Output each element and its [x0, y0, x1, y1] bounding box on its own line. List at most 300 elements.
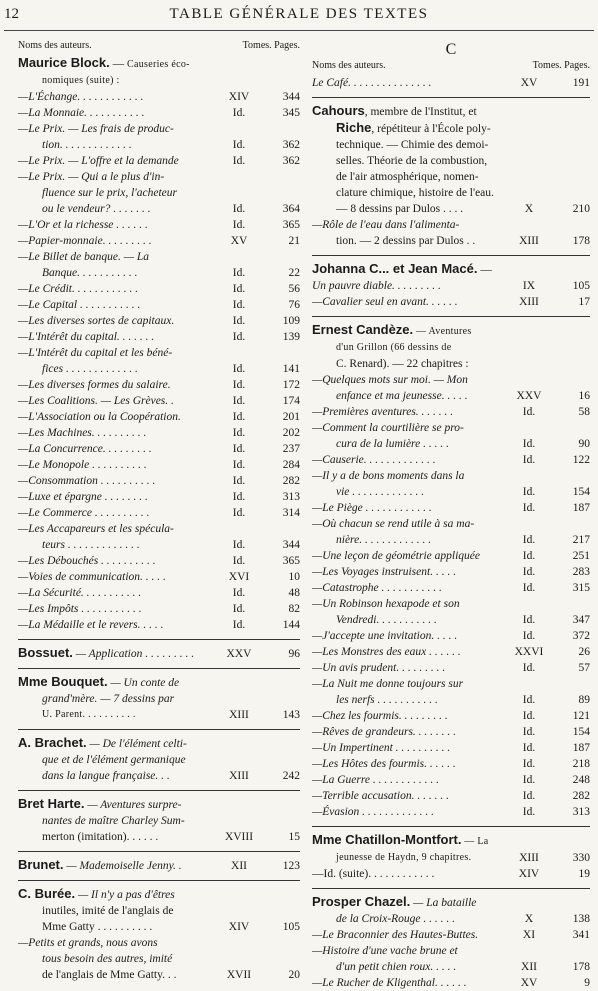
- work-title-cont: les nerfs . . . . . . . . . . .: [336, 694, 438, 706]
- section-letter: C: [445, 41, 457, 58]
- tome: Id.: [232, 395, 246, 407]
- index-entry: [312, 420, 590, 452]
- page: 144: [282, 619, 300, 631]
- page: 315: [572, 582, 590, 594]
- index-entry: [312, 788, 590, 804]
- index-entry: [18, 377, 300, 393]
- tome: XIV: [518, 868, 540, 880]
- entry-brunet: Brunet. — Mademoiselle Jenny. . XII 123: [18, 857, 300, 872]
- index-entry: [312, 772, 590, 788]
- work-title: —Le Piège . . . . . . . . . . . .: [312, 502, 432, 514]
- tome: XXV: [516, 390, 542, 402]
- work-title-cont: ou le vendeur? . . . . . . .: [42, 203, 151, 215]
- work-title: — Application . . . . . . . . .: [72, 648, 195, 660]
- tome: XII: [231, 860, 247, 872]
- author-name: C. Burée.: [18, 886, 76, 901]
- entry-candeze: Ernest Candèze. — Aventures d'un Grillon (66 dessins de C. Renard). — 22 chapitres :: [312, 322, 472, 370]
- work-title: —Les Impôts . . . . . . . . . . .: [18, 603, 142, 615]
- work-title: —La Sécurité. . . . . . . . . . .: [18, 587, 142, 599]
- page-title: TABLE GÉNÉRALE DES TEXTES: [169, 6, 429, 22]
- work-title-cont: tion. . . . . . . . . . . . .: [42, 139, 132, 151]
- page-header: [0, 4, 598, 28]
- index-entry: [312, 468, 590, 500]
- index-entry: [18, 617, 300, 633]
- page: 121: [572, 710, 590, 722]
- tome: Id.: [232, 507, 246, 519]
- page: 19: [578, 868, 590, 880]
- entry-chazel: Prosper Chazel. — La bataille de la Croix-Rouge . . . . . . X 138: [312, 894, 590, 925]
- work-title-cont: fices . . . . . . . . . . . . .: [42, 363, 138, 375]
- entry-cafe: Le Café. . . . . . . . . . . . . . . XV 191: [312, 77, 590, 89]
- tome: XI: [522, 929, 536, 941]
- page: 10: [288, 571, 300, 583]
- tome: XIV: [228, 91, 250, 103]
- tome: Id.: [522, 694, 536, 706]
- work-title: —Les Monstres des eaux . . . . . .: [312, 646, 461, 658]
- page: 174: [282, 395, 300, 407]
- page: 347: [572, 614, 590, 626]
- page: 365: [282, 219, 300, 231]
- tome: Id.: [232, 315, 246, 327]
- tome: Id.: [232, 267, 246, 279]
- page: 143: [282, 709, 300, 721]
- author-name: Maurice Block.: [18, 55, 110, 70]
- page: 187: [572, 502, 590, 514]
- tome: Id.: [522, 566, 536, 578]
- page: 90: [578, 438, 590, 450]
- tome: Id.: [522, 614, 536, 626]
- index-entry: [312, 372, 590, 404]
- page: 284: [282, 459, 300, 471]
- entry-chatillon: Mme Chatillon-Montfort. — La jeunesse de Haydn, 9 chapitres. XIII 330: [312, 832, 590, 864]
- column-names-label: Noms des auteurs.: [18, 40, 92, 51]
- page: 82: [288, 603, 300, 615]
- work-title: —Consommation . . . . . . . . . .: [18, 475, 156, 487]
- tome: Id.: [522, 534, 536, 546]
- tome: XV: [520, 77, 538, 89]
- author-name: Ernest Candèze.: [312, 322, 414, 337]
- work-title: —L'Échange. . . . . . . . . . . .: [18, 91, 144, 103]
- page: 89: [578, 694, 590, 706]
- author-name: A. Brachet.: [18, 735, 87, 750]
- column-header: [18, 40, 300, 55]
- index-entry: [312, 294, 590, 310]
- work-title: —Le Rucher de Kligenthal. . . . . .: [312, 977, 467, 989]
- work-title: —Les diverses sortes de capitaux.: [18, 315, 175, 327]
- index-entry: [312, 676, 590, 708]
- tome: Id.: [522, 454, 536, 466]
- page: 218: [572, 758, 590, 770]
- page: 56: [288, 283, 300, 295]
- section-divider: [312, 255, 590, 256]
- work-title: —Les diverses formes du salaire.: [18, 379, 171, 391]
- author-name: Mme Bouquet.: [18, 674, 108, 689]
- tome: XIII: [229, 709, 249, 721]
- index-entry: [18, 457, 300, 473]
- index-entry: [312, 724, 590, 740]
- tome: XV: [230, 235, 248, 247]
- tome: XVII: [226, 969, 252, 981]
- tome: Id.: [522, 742, 536, 754]
- index-entry: [18, 153, 300, 169]
- work-title: —Les Hôtes des fourmis. . . . . .: [312, 758, 456, 770]
- page: 26: [578, 646, 590, 658]
- entry-buree-2: —Petits et grands, nous avons tous besoin des autres, imité de l'anglais de Mme Gatty. . . XVII 20: [18, 937, 300, 981]
- tome: XVI: [228, 571, 250, 583]
- page: 251: [572, 550, 590, 562]
- entry-johanna: Johanna C... et Jean Macé. —: [312, 261, 492, 276]
- index-entry: [312, 628, 590, 644]
- tome: IX: [522, 280, 536, 292]
- block-entry-list: [18, 89, 300, 633]
- tome: XIII: [519, 296, 539, 308]
- page: 122: [572, 454, 590, 466]
- page: 362: [282, 139, 300, 151]
- entry-cahours: Cahours, membre de l'Institut, et Riche, répétiteur à l'École poly- technique. — Chimie des demoi- selles. Théorie de la combustion, de l'air atmosphérique, nomen- clature chimique, histoire de l'eau. — 8 dessins par Dulos . . . . X 210: [312, 103, 590, 215]
- tome: Id.: [522, 582, 536, 594]
- tome: Id.: [232, 491, 246, 503]
- candeze-entry-list: [312, 372, 590, 820]
- page: 217: [572, 534, 590, 546]
- page: 17: [578, 296, 590, 308]
- author-name: Bret Harte.: [18, 796, 85, 811]
- section-divider: [312, 888, 590, 889]
- page: 282: [572, 790, 590, 802]
- tome: Id.: [232, 107, 246, 119]
- index-entry: [312, 500, 590, 516]
- work-title: —Chez les fourmis. . . . . . . . .: [312, 710, 448, 722]
- right-column: [312, 40, 590, 991]
- tome: Id.: [232, 459, 246, 471]
- work-title: —Il y a de bons moments dans la: [312, 470, 465, 482]
- page: 344: [282, 91, 300, 103]
- page: 15: [288, 831, 300, 843]
- work-title: —Terrible accusation. . . . . . .: [312, 790, 449, 802]
- tome: Id.: [522, 438, 536, 450]
- page: 365: [282, 555, 300, 567]
- page: 76: [288, 299, 300, 311]
- tome: Id.: [232, 155, 246, 167]
- left-column: [18, 40, 300, 983]
- author-name: Brunet.: [18, 857, 64, 872]
- work-title: —Le Crédit. . . . . . . . . . . .: [18, 283, 139, 295]
- page: 154: [572, 726, 590, 738]
- author-name: Bossuet.: [18, 645, 73, 660]
- work-title: —La Monnaie. . . . . . . . . . .: [18, 107, 145, 119]
- page: 330: [572, 852, 590, 864]
- page: 178: [572, 235, 590, 247]
- author-name: Cahours: [312, 103, 365, 118]
- tome: Id.: [232, 379, 246, 391]
- work-title: —Le Capital . . . . . . . . . . .: [18, 299, 141, 311]
- author-name: Johanna C... et Jean Macé.: [312, 261, 478, 276]
- tome: Id.: [232, 139, 246, 151]
- page: 313: [572, 806, 590, 818]
- page: 362: [282, 155, 300, 167]
- tome: Id.: [232, 411, 246, 423]
- page: 242: [282, 770, 300, 782]
- page: 283: [572, 566, 590, 578]
- work-title: —L'Or et la richesse . . . . . .: [18, 219, 148, 231]
- work-title: Un pauvre diable. . . . . . . . .: [312, 280, 441, 292]
- tome: Id.: [232, 555, 246, 567]
- section-divider: [18, 880, 300, 881]
- work-title-cont: vie . . . . . . . . . . . . .: [336, 486, 425, 498]
- tome: Id.: [522, 774, 536, 786]
- index-entry: [18, 521, 300, 553]
- tome: Id.: [522, 406, 536, 418]
- index-entry: [18, 425, 300, 441]
- section-divider: [18, 729, 300, 730]
- index-entry: [18, 569, 300, 585]
- index-entry: [18, 89, 300, 105]
- index-entry: [18, 105, 300, 121]
- page: 57: [578, 662, 590, 674]
- work-title: —Un Impertinent . . . . . . . . . .: [312, 742, 451, 754]
- tome: Id.: [232, 283, 246, 295]
- work-title: —Premières aventures. . . . . . .: [312, 406, 454, 418]
- index-entry: [18, 393, 300, 409]
- work-title: —Le Billet de banque. — La: [18, 251, 149, 263]
- work-title: —Les Machines. . . . . . . . . .: [18, 427, 147, 439]
- page: 141: [282, 363, 300, 375]
- section-divider: [312, 316, 590, 317]
- entry-author-block: Maurice Block. — Causeries éco- nomiques (suite) :: [18, 55, 300, 89]
- author-name: Prosper Chazel.: [312, 894, 411, 909]
- work-title-cont: Vendredi. . . . . . . . . . .: [336, 614, 437, 626]
- page: 210: [572, 203, 590, 215]
- author-name: Mme Chatillon-Montfort.: [312, 832, 462, 847]
- page: 248: [572, 774, 590, 786]
- tome: X: [524, 203, 534, 215]
- work-title: —J'accepte une invitation. . . . .: [312, 630, 458, 642]
- index-entry: [18, 169, 300, 217]
- work-title: —Où chacun se rend utile à sa ma-: [312, 518, 475, 530]
- page: 105: [282, 921, 300, 933]
- index-entry: [18, 281, 300, 297]
- work-title: —Histoire d'une vache brune et: [312, 945, 458, 957]
- work-title: —Le Prix. — Qui a le plus d'in-: [18, 171, 165, 183]
- work-title: —Les Débouchés . . . . . . . . . .: [18, 555, 156, 567]
- column-header: [312, 60, 590, 75]
- index-entry: [312, 740, 590, 756]
- work-title-cont: enfance et ma jeunesse. . . . .: [336, 390, 468, 402]
- index-entry: [18, 473, 300, 489]
- tome: Id.: [522, 790, 536, 802]
- work-title: —Causerie. . . . . . . . . . . . .: [312, 454, 436, 466]
- section-divider: [18, 639, 300, 640]
- page: 105: [572, 280, 590, 292]
- tome: Id.: [232, 427, 246, 439]
- index-entry: [18, 297, 300, 313]
- work-title: —L'Intérêt du capital et les béné-: [18, 347, 173, 359]
- tome: Id.: [522, 550, 536, 562]
- page: 123: [282, 860, 300, 872]
- index-entry: [312, 943, 590, 975]
- entry-bouquet: Mme Bouquet. — Un conte de grand'mère. — 7 dessins par U. Parent. . . . . . . . . . XIII 143: [18, 674, 300, 721]
- index-entry: [312, 644, 590, 660]
- work-title: —Les Accapareurs et les spécula-: [18, 523, 174, 535]
- work-title: —Le Prix. — Les frais de produc-: [18, 123, 174, 135]
- work-title: —Le Commerce . . . . . . . . . .: [18, 507, 150, 519]
- tome: XXVI: [514, 646, 544, 658]
- work-title: —Le Monopole . . . . . . . . . .: [18, 459, 147, 471]
- work-title: —La Concurrence. . . . . . . . .: [18, 443, 152, 455]
- tome: XIV: [228, 921, 250, 933]
- work-title: —La Nuit me donne toujours sur: [312, 678, 464, 690]
- index-entry: [18, 329, 300, 345]
- page: 372: [572, 630, 590, 642]
- section-divider: [18, 790, 300, 791]
- index-entry: [18, 233, 300, 249]
- tome: Id.: [232, 203, 246, 215]
- index-entry: [18, 553, 300, 569]
- column-volumes-label: Tomes. Pages.: [532, 60, 590, 71]
- section-divider: [312, 826, 590, 827]
- tome: XVIII: [224, 831, 254, 843]
- tome: Id.: [232, 363, 246, 375]
- tome: Id.: [232, 539, 246, 551]
- page: 201: [282, 411, 300, 423]
- work-title: —Une leçon de géométrie appliquée: [312, 550, 480, 562]
- section-divider: [312, 97, 590, 98]
- chazel-entry-list: [312, 927, 590, 991]
- work-title: —Catastrophe . . . . . . . . . . .: [312, 582, 442, 594]
- page: 20: [288, 969, 300, 981]
- header-rule: [4, 30, 594, 31]
- work-title-cont: fluence sur le prix, l'acheteur: [42, 187, 177, 199]
- index-entry: [18, 249, 300, 281]
- index-entry: [18, 121, 300, 153]
- tome: Id.: [232, 475, 246, 487]
- index-entry: [18, 313, 300, 329]
- index-entry: [312, 564, 590, 580]
- page: 202: [282, 427, 300, 439]
- page: 187: [572, 742, 590, 754]
- index-entry: [312, 516, 590, 548]
- tome: Id.: [232, 587, 246, 599]
- index-entry: [312, 278, 590, 294]
- index-entry: [18, 441, 300, 457]
- page: 364: [282, 203, 300, 215]
- index-entry: [18, 217, 300, 233]
- index-entry: [312, 548, 590, 564]
- page: 237: [282, 443, 300, 455]
- tome: Id.: [232, 219, 246, 231]
- page: 341: [572, 929, 590, 941]
- entry-harte: Bret Harte. — Aventures surpre- nantes de maître Charley Sum- merton (imitation). . . . . . XVIII 15: [18, 796, 300, 843]
- work-title: —L'Association ou la Coopération.: [18, 411, 181, 423]
- tome: XV: [520, 977, 538, 989]
- work-title-cont: nomiques (suite) :: [42, 75, 120, 86]
- index-entry: [312, 975, 590, 991]
- work-title-cont: cura de la lumière . . . . .: [336, 438, 449, 450]
- work-title: —Les Coalitions. — Les Grèves. .: [18, 395, 174, 407]
- tome: X: [524, 913, 534, 925]
- tome: Id.: [522, 758, 536, 770]
- work-title: —Cavalier seul en avant. . . . . .: [312, 296, 458, 308]
- entry-chatillon-2: —Id. (suite). . . . . . . . . . . . XIV 19: [312, 868, 590, 880]
- work-title: —Le Braconnier des Hautes-Buttes.: [312, 929, 479, 941]
- tome: Id.: [232, 443, 246, 455]
- page-number: 12: [4, 6, 19, 22]
- tome: XXV: [226, 648, 252, 660]
- page: 138: [572, 913, 590, 925]
- column-volumes-label: Tomes. Pages.: [242, 40, 300, 51]
- index-entry: [312, 804, 590, 820]
- index-entry: [312, 927, 590, 943]
- index-entry: [312, 708, 590, 724]
- index-entry: [18, 409, 300, 425]
- entry-cahours-2: —Rôle de l'eau dans l'alimenta- tion. — 2 dessins par Dulos . . XIII 178: [312, 219, 590, 247]
- page: 9: [584, 977, 590, 989]
- work-title-cont: d'un petit chien roux. . . . .: [336, 961, 457, 973]
- column-names-label: Noms des auteurs.: [312, 60, 386, 71]
- tome: XII: [521, 961, 537, 973]
- work-title-cont: nière. . . . . . . . . . . . .: [336, 534, 432, 546]
- work-title: —Comment la courtilière se pro-: [312, 422, 464, 434]
- section-divider: [18, 668, 300, 669]
- work-title: —Quelques mots sur moi. — Mon: [312, 374, 468, 386]
- tome: XIII: [229, 770, 249, 782]
- tome: Id.: [232, 619, 246, 631]
- page: 313: [282, 491, 300, 503]
- page: 109: [282, 315, 300, 327]
- work-title: —Un avis prudent. . . . . . . . .: [312, 662, 446, 674]
- work-title: —Le Prix. — L'offre et la demande: [18, 155, 179, 167]
- tome: Id.: [232, 603, 246, 615]
- tome: Id.: [522, 486, 536, 498]
- work-title: —Papier-monnaie. . . . . . . . .: [18, 235, 152, 247]
- tome: Id.: [232, 299, 246, 311]
- index-entry: [312, 756, 590, 772]
- work-title: —Les Voyages instruisent. . . . .: [312, 566, 457, 578]
- tome: Id.: [522, 502, 536, 514]
- work-title-cont: teurs . . . . . . . . . . . . .: [42, 539, 140, 551]
- page: 22: [288, 267, 300, 279]
- index-entry: [312, 580, 590, 596]
- tome: Id.: [522, 726, 536, 738]
- page: 16: [578, 390, 590, 402]
- johanna-entry-list: [312, 278, 590, 310]
- entry-brachet: A. Brachet. — De l'élément celti- que et de l'élément germanique dans la langue française. . . XIII 242: [18, 735, 300, 782]
- page: 154: [572, 486, 590, 498]
- index-entry: [18, 601, 300, 617]
- work-title: —Un Robinson hexapode et son: [312, 598, 460, 610]
- index-entry: [312, 660, 590, 676]
- index-entry: [18, 345, 300, 377]
- work-title: —Luxe et épargne . . . . . . . .: [18, 491, 148, 503]
- page: 282: [282, 475, 300, 487]
- tome: XIII: [519, 852, 539, 864]
- work-title: —La Guerre . . . . . . . . . . . .: [312, 774, 440, 786]
- tome: Id.: [522, 630, 536, 642]
- work-title: Causeries éco-: [127, 59, 190, 70]
- work-title-cont: Banque. . . . . . . . . . .: [42, 267, 138, 279]
- page: 139: [282, 331, 300, 343]
- index-entry: [18, 489, 300, 505]
- index-entry: [18, 505, 300, 521]
- index-entry: [312, 404, 590, 420]
- page: 344: [282, 539, 300, 551]
- author-name: Riche: [336, 120, 372, 135]
- section-divider: [18, 851, 300, 852]
- page: 172: [282, 379, 300, 391]
- entry-bossuet: [18, 645, 300, 662]
- tome: Id.: [522, 710, 536, 722]
- page: 191: [572, 77, 590, 89]
- work-title: —L'Intérêt du capital. . . . . . .: [18, 331, 155, 343]
